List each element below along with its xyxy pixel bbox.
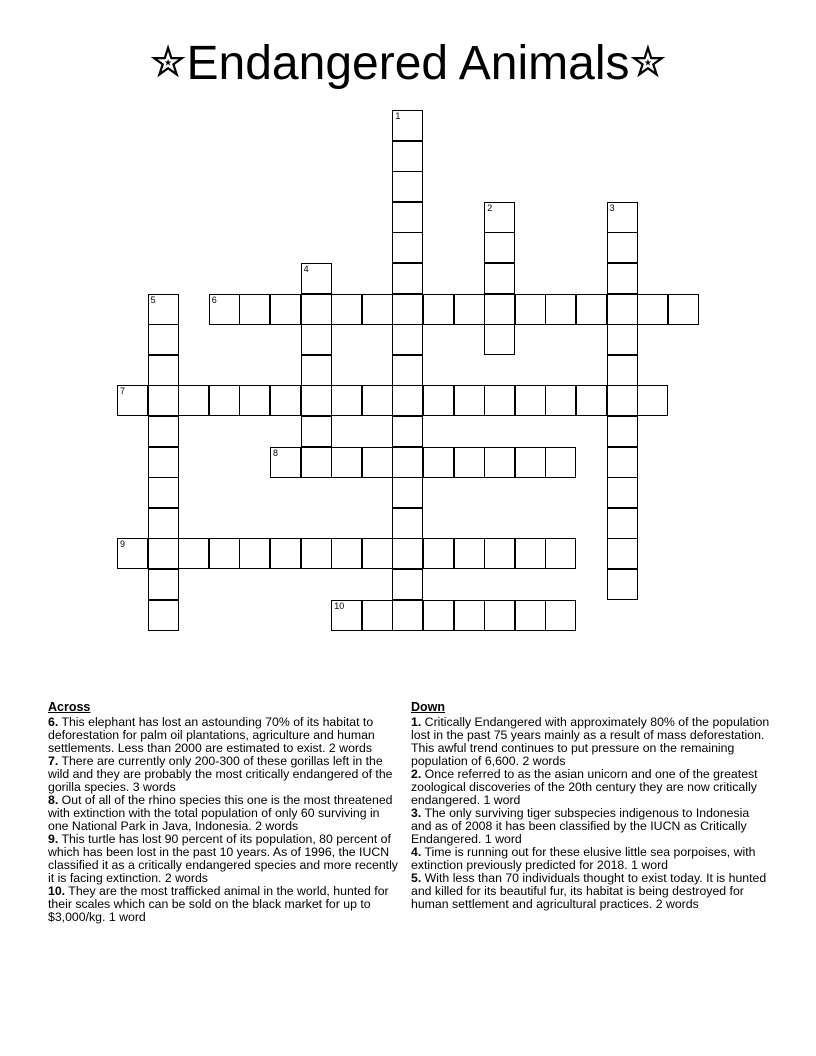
clue-number: 10. [48, 884, 66, 898]
clue-number: 2 [487, 202, 493, 213]
grid-cell[interactable] [148, 324, 179, 355]
grid-cell[interactable] [270, 538, 301, 569]
clue-number: 8. [48, 793, 59, 807]
grid-cell[interactable] [148, 294, 179, 325]
clue-text: Critically Endangered with approximately 80% of the population lost in the past 75 years mainly as a result of mass deforestation. This awful trend continues to put pressure on the remaining population of 6,600. 2 words [411, 715, 770, 768]
clue-text: Out of all of the rhino species this one is the most threatened with extinction with the total population of only 60 surviving in one National Park in Java, Indonesia. 2 words [48, 793, 393, 833]
down-clue [411, 807, 771, 846]
grid-cell[interactable] [545, 294, 576, 325]
grid-cell[interactable] [301, 355, 332, 386]
clue-number: 7. [48, 754, 59, 768]
grid-cell[interactable] [484, 385, 515, 416]
clue-text: With less than 70 individuals thought to exist today. It is hunted and killed for its beautiful fur, its habitat is being destroyed for human settlement and agricultural practices. 2 words [411, 871, 767, 911]
grid-cell[interactable] [607, 477, 638, 508]
grid-cell[interactable] [637, 294, 668, 325]
grid-cell[interactable] [301, 263, 332, 294]
clue-number: 9. [48, 832, 59, 846]
grid-cell[interactable] [515, 538, 546, 569]
grid-cell[interactable] [392, 447, 423, 478]
down-clues [411, 700, 771, 911]
across-clue [48, 885, 398, 924]
grid-cell[interactable] [301, 324, 332, 355]
grid-cell[interactable] [454, 600, 485, 631]
grid-cell[interactable] [423, 447, 454, 478]
clue-number: 5 [150, 294, 156, 305]
grid-cell[interactable] [148, 538, 179, 569]
grid-cell[interactable] [270, 294, 301, 325]
grid-cell[interactable] [607, 447, 638, 478]
grid-cell[interactable] [607, 324, 638, 355]
clue-number: 3. [411, 806, 422, 820]
grid-cell[interactable] [239, 294, 270, 325]
clue-number: 3 [609, 202, 615, 213]
across-clue [48, 794, 398, 833]
grid-cell[interactable] [392, 508, 423, 539]
grid-cell[interactable] [484, 600, 515, 631]
grid-cell[interactable] [148, 600, 179, 631]
clue-number: 10 [334, 600, 345, 611]
grid-cell[interactable] [545, 385, 576, 416]
grid-cell[interactable] [148, 477, 179, 508]
grid-cell[interactable] [209, 294, 240, 325]
across-clues [48, 700, 398, 924]
grid-cell[interactable] [331, 294, 362, 325]
grid-cell[interactable] [362, 294, 393, 325]
grid-cell[interactable] [331, 538, 362, 569]
clue-number: 6. [48, 715, 59, 729]
grid-cell[interactable] [423, 385, 454, 416]
grid-cell[interactable] [392, 385, 423, 416]
across-clue-list [48, 716, 398, 924]
grid-cell[interactable] [454, 447, 485, 478]
grid-cell[interactable] [392, 202, 423, 233]
clue-number: 6 [211, 294, 217, 305]
grid-cell[interactable] [392, 324, 423, 355]
clue-text: This elephant has lost an astounding 70% of its habitat to deforestation for palm oil plantations, agriculture and human settlements. Less than 2000 are estimated to exist. 2 words [48, 715, 375, 755]
grid-cell[interactable] [117, 538, 148, 569]
grid-cell[interactable] [515, 385, 546, 416]
grid-cell[interactable] [392, 477, 423, 508]
grid-cell[interactable] [423, 600, 454, 631]
grid-cell[interactable] [484, 263, 515, 294]
grid-cell[interactable] [148, 355, 179, 386]
clue-number: 1. [411, 715, 422, 729]
grid-cell[interactable] [331, 447, 362, 478]
grid-cell[interactable] [392, 141, 423, 172]
grid-cell[interactable] [148, 416, 179, 447]
grid-cell[interactable] [515, 294, 546, 325]
clue-text: This turtle has lost 90 percent of its population, 80 percent of which has been lost in the past 10 years. As of 1996, the IUCN classified it as a critically endangered species and more recently it is facing extinction. 2 words [48, 832, 398, 885]
clue-number: 4. [411, 845, 422, 859]
grid-cell[interactable] [209, 538, 240, 569]
grid-cell[interactable] [454, 385, 485, 416]
grid-cell[interactable] [607, 294, 638, 325]
grid-cell[interactable] [423, 538, 454, 569]
grid-cell[interactable] [239, 538, 270, 569]
grid-cell[interactable] [239, 385, 270, 416]
grid-cell[interactable] [178, 538, 209, 569]
grid-cell[interactable] [484, 538, 515, 569]
down-clue [411, 768, 771, 807]
grid-cell[interactable] [607, 569, 638, 600]
grid-cell[interactable] [148, 508, 179, 539]
grid-cell[interactable] [515, 447, 546, 478]
grid-cell[interactable] [392, 263, 423, 294]
clue-number: 8 [273, 447, 279, 458]
grid-cell[interactable] [607, 538, 638, 569]
clue-number: 7 [120, 386, 126, 397]
grid-cell[interactable] [392, 600, 423, 631]
grid-cell[interactable] [484, 294, 515, 325]
clue-number: 2. [411, 767, 422, 781]
grid-cell[interactable] [454, 294, 485, 325]
star-right-icon: ✮ [629, 38, 667, 87]
grid-cell[interactable] [484, 447, 515, 478]
grid-cell[interactable] [301, 294, 332, 325]
grid-cell[interactable] [148, 447, 179, 478]
down-clue [411, 716, 771, 768]
grid-cell[interactable] [484, 324, 515, 355]
grid-cell[interactable] [484, 232, 515, 263]
across-heading: Across [48, 700, 91, 714]
clue-text: Once referred to as the asian unicorn and one of the greatest zoological discoveries of the 20th century they are now critically endangered. 1 word [411, 767, 758, 807]
across-clue [48, 755, 398, 794]
grid-cell[interactable] [668, 294, 699, 325]
grid-cell[interactable] [362, 600, 393, 631]
across-clue [48, 716, 398, 755]
grid-cell[interactable] [607, 202, 638, 233]
grid-cell[interactable] [392, 232, 423, 263]
down-clue [411, 846, 771, 872]
grid-cell[interactable] [301, 385, 332, 416]
clue-number: 4 [303, 264, 309, 274]
clue-text: They are the most trafficked animal in the world, hunted for their scales which can be sold on the black market for up to $3,000/kg. 1 word [48, 884, 389, 924]
grid-cell[interactable] [484, 202, 515, 233]
grid-cell[interactable] [362, 385, 393, 416]
grid-cell[interactable] [545, 538, 576, 569]
grid-cell[interactable] [392, 110, 423, 141]
clue-text: Time is running out for these elusive little sea porpoises, with extinction previously predicted for 2018. 1 word [411, 845, 756, 872]
grid-cell[interactable] [331, 385, 362, 416]
grid-cell[interactable] [392, 355, 423, 386]
clue-number: 5. [411, 871, 422, 885]
grid-cell[interactable] [270, 447, 301, 478]
clue-number: 9 [120, 539, 126, 550]
clue-number: 1 [395, 111, 401, 121]
grid-cell[interactable] [209, 385, 240, 416]
grid-cell[interactable] [545, 600, 576, 631]
grid-cell[interactable] [637, 385, 668, 416]
grid-cell[interactable] [423, 294, 454, 325]
grid-cell[interactable] [301, 538, 332, 569]
clue-text: The only surviving tiger subspecies indigenous to Indonesia and as of 2008 it has been classified by the IUCN as Critically Endangered. 1 word [411, 806, 750, 846]
grid-cell[interactable] [148, 385, 179, 416]
grid-cell[interactable] [331, 600, 362, 631]
grid-cell[interactable] [362, 447, 393, 478]
grid-cell[interactable] [392, 294, 423, 325]
across-clue [48, 833, 398, 885]
grid-cell[interactable] [545, 447, 576, 478]
grid-cell[interactable] [607, 385, 638, 416]
grid-cell[interactable] [576, 294, 607, 325]
grid-cell[interactable] [392, 416, 423, 447]
grid-cell[interactable] [607, 232, 638, 263]
clue-text: There are currently only 200-300 of these gorillas left in the wild and they are probably the most critically endangered of the gorilla species. 3 words [48, 754, 393, 794]
grid-cell[interactable] [515, 600, 546, 631]
grid-cell[interactable] [607, 355, 638, 386]
grid-cell[interactable] [392, 569, 423, 600]
down-heading: Down [411, 700, 446, 714]
grid-cell[interactable] [301, 447, 332, 478]
grid-cell[interactable] [178, 385, 209, 416]
star-left-icon: ✮ [149, 38, 187, 87]
puzzle-title-text: Endangered Animals [186, 37, 630, 90]
grid-cell[interactable] [148, 569, 179, 600]
grid-cell[interactable] [301, 416, 332, 447]
grid-cell[interactable] [576, 385, 607, 416]
grid-cell[interactable] [270, 385, 301, 416]
grid-cell[interactable] [607, 508, 638, 539]
grid-cell[interactable] [607, 416, 638, 447]
down-clue-list [411, 716, 771, 911]
grid-cell[interactable] [362, 538, 393, 569]
grid-cell[interactable] [392, 538, 423, 569]
grid-cell[interactable] [607, 263, 638, 294]
grid-cell[interactable] [117, 385, 148, 416]
down-clue [411, 872, 771, 911]
grid-cell[interactable] [454, 538, 485, 569]
grid-cell[interactable] [392, 171, 423, 202]
